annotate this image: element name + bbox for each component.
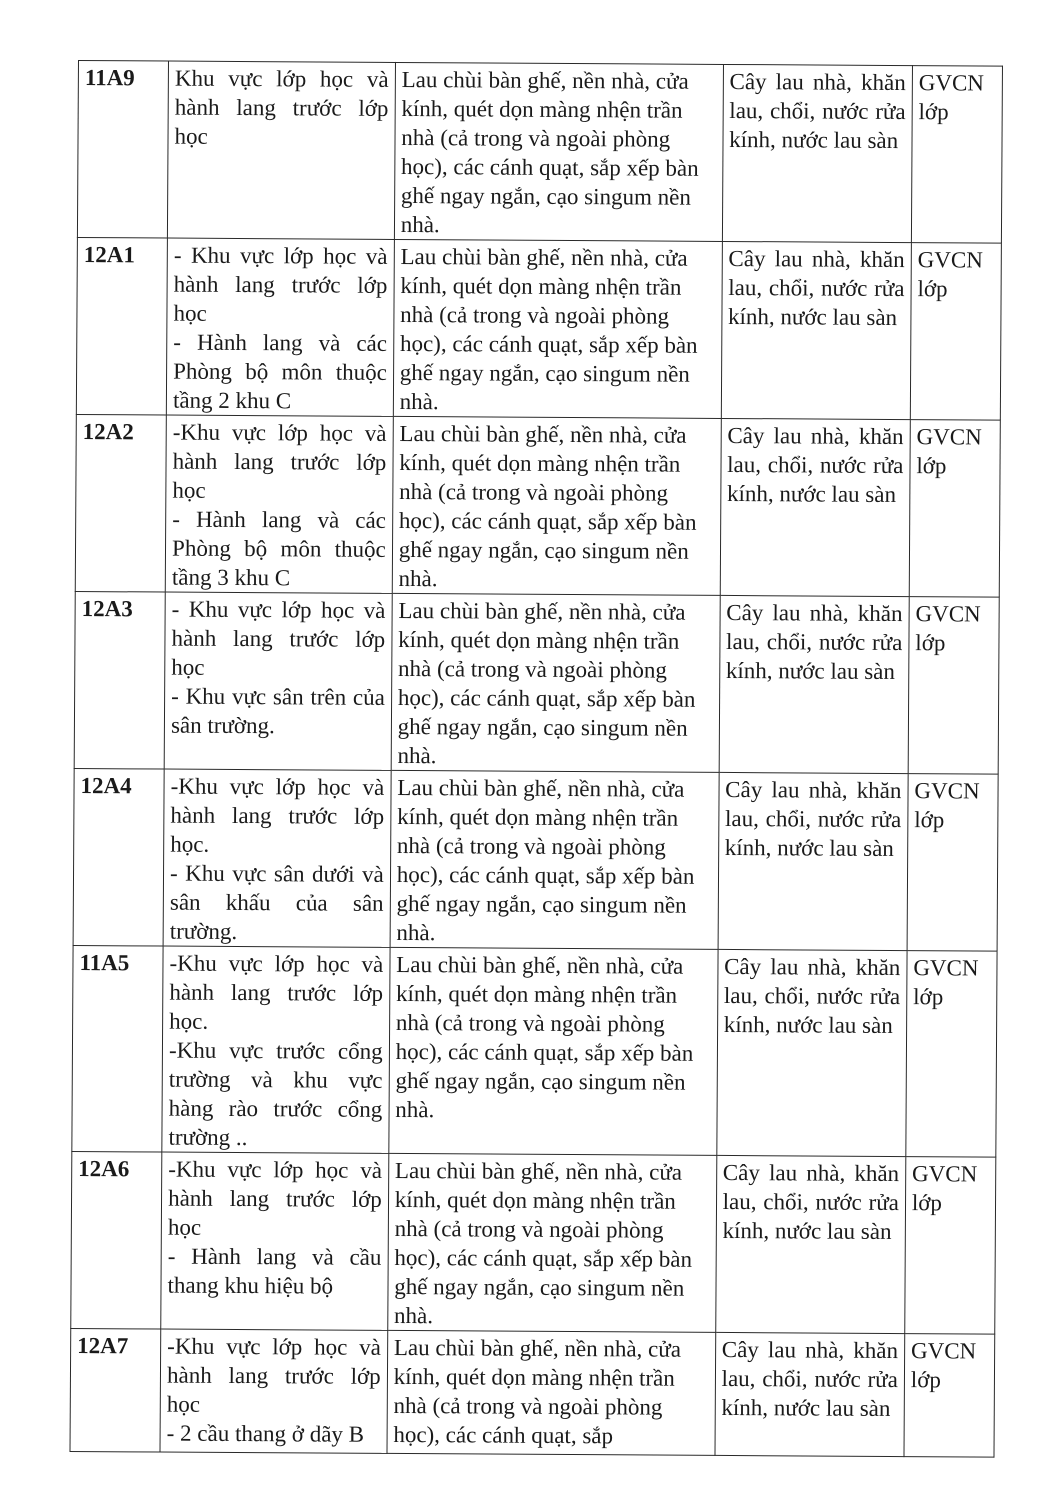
class-cell: 12A2 <box>75 414 166 592</box>
area-line: - Khu vực sân dưới và sân khấu của sân trường. <box>169 860 384 944</box>
area-line: -Khu vực lớp học và hành lang trước lớp học <box>166 1333 381 1417</box>
class-cell: 11A9 <box>77 61 168 239</box>
table-row <box>72 945 997 1157</box>
area-line: - Khu vực lớp học và hành lang trước lớp học <box>171 596 386 680</box>
responsible-cell: GVCN lớp <box>906 951 997 1158</box>
area-line: -Khu vực lớp học và hành lang trước lớp học. <box>170 773 385 857</box>
area-line: - Hành lang và các Phòng bộ môn thuộc tầng 2 khu C <box>172 329 388 414</box>
task-cell: Lau chùi bàn ghế, nền nhà, cửa kính, quét dọn màng nhện trần nhà (cả trong và ngoài phòng học), các cánh quạt, sắp xếp bàn ghế ngay ngắn, cạo singum nền nhà. <box>392 416 721 595</box>
table-row <box>74 591 999 774</box>
area-line: - Khu vực lớp học và hành lang trước lớp học <box>173 242 388 326</box>
responsible-cell: GVCN lớp <box>907 774 998 952</box>
responsible-cell: GVCN lớp <box>905 1157 996 1335</box>
responsible-cell: GVCN lớp <box>909 420 1000 598</box>
class-cell: 12A6 <box>71 1151 162 1329</box>
responsible-cell: GVCN lớp <box>904 1334 995 1458</box>
tools-cell: Cây lau nhà, khăn lau, chổi, nước rửa kính, nước lau sàn <box>715 1332 905 1456</box>
tools-cell: Cây lau nhà, khăn lau, chổi, nước rửa kính, nước lau sàn <box>720 418 910 596</box>
area-cell <box>164 592 392 770</box>
class-cell: 11A5 <box>72 945 163 1152</box>
area-line: -Khu vực trước cổng trường và khu vực hàng rào trước cổng trường .. <box>168 1037 383 1151</box>
area-cell <box>167 61 395 239</box>
class-cell: 12A7 <box>70 1328 161 1452</box>
tools-cell: Cây lau nhà, khăn lau, chổi, nước rửa kính, nước lau sàn <box>719 595 909 773</box>
task-cell: Lau chùi bàn ghế, nền nhà, cửa kính, quét dọn màng nhện trần nhà (cả trong và ngoài phòng học), các cánh quạt, sắp xếp bàn ghế ngay ngắn, cạo singum nền nhà. <box>389 947 718 1155</box>
tools-cell: Cây lau nhà, khăn lau, chổi, nước rửa kính, nước lau sàn <box>721 241 911 419</box>
area-cell <box>161 1152 389 1330</box>
area-cell <box>162 946 390 1153</box>
area-line: Khu vực lớp học và hành lang trước lớp học <box>174 65 389 149</box>
task-cell: Lau chùi bàn ghế, nền nhà, cửa kính, quét dọn màng nhện trần nhà (cả trong và ngoài phòng học), các cánh quạt, sắp xếp bàn ghế ngay ngắn, cạo singum nền nhà. <box>391 593 720 772</box>
area-cell <box>160 1329 387 1453</box>
area-line: - Khu vực sân trên của sân trường. <box>170 683 385 739</box>
area-cell <box>163 769 391 947</box>
task-cell: Lau chùi bàn ghế, nền nhà, cửa kính, quét dọn màng nhện trần nhà (cả trong và ngoài phòng học), các cánh quạt, sắp <box>387 1330 716 1455</box>
responsible-cell: GVCN lớp <box>908 597 999 775</box>
class-cell: 12A4 <box>73 768 164 946</box>
area-line: -Khu vực lớp học và hành lang trước lớp học. <box>169 950 384 1034</box>
tools-cell: Cây lau nhà, khăn lau, chổi, nước rửa kính, nước lau sàn <box>718 772 908 950</box>
area-cell <box>166 238 394 416</box>
table-row <box>73 768 998 951</box>
task-cell: Lau chùi bàn ghế, nền nhà, cửa kính, quét dọn màng nhện trần nhà (cả trong và ngoài phòng học), các cánh quạt, sắp xếp bàn ghế ngay ngắn, cạo singum nền nhà. <box>393 239 722 418</box>
table-row <box>71 1151 996 1334</box>
cleaning-duty-table <box>69 60 1002 1458</box>
table-row <box>70 1328 995 1457</box>
class-cell: 12A3 <box>74 591 165 769</box>
responsible-cell: GVCN lớp <box>911 66 1002 244</box>
class-cell: 12A1 <box>76 237 167 415</box>
table-row <box>77 61 1002 244</box>
task-cell: Lau chùi bàn ghế, nền nhà, cửa kính, quét dọn màng nhện trần nhà (cả trong và ngoài phòng học), các cánh quạt, sắp xếp bàn ghế ngay ngắn, cạo singum nền nhà. <box>390 770 719 949</box>
area-line: -Khu vực lớp học và hành lang trước lớp học <box>167 1156 383 1240</box>
table-row <box>75 414 1000 597</box>
table-row <box>76 237 1001 420</box>
area-line: -Khu vực lớp học và hành lang trước lớp học <box>172 419 387 503</box>
area-line: - Hành lang và các Phòng bộ môn thuộc tầng 3 khu C <box>171 506 387 591</box>
area-line: - 2 cầu thang ở dãy B <box>166 1420 365 1447</box>
area-cell <box>165 415 393 593</box>
tools-cell: Cây lau nhà, khăn lau, chổi, nước rửa kính, nước lau sàn <box>716 949 907 1156</box>
area-line: - Hành lang và cầu thang khu hiệu bộ <box>167 1243 382 1299</box>
task-cell: Lau chùi bàn ghế, nền nhà, cửa kính, quét dọn màng nhện trần nhà (cả trong và ngoài phòng học), các cánh quạt, sắp xếp bàn ghế ngay ngắn, cạo singum nền nhà. <box>394 62 723 241</box>
tools-cell: Cây lau nhà, khăn lau, chổi, nước rửa kính, nước lau sàn <box>715 1155 905 1333</box>
responsible-cell: GVCN lớp <box>910 243 1001 421</box>
task-cell: Lau chùi bàn ghế, nền nhà, cửa kính, quét dọn màng nhện trần nhà (cả trong và ngoài phòng học), các cánh quạt, sắp xếp bàn ghế ngay ngắn, cạo singum nền nhà. <box>387 1153 716 1332</box>
tools-cell: Cây lau nhà, khăn lau, chổi, nước rửa kính, nước lau sàn <box>722 64 912 242</box>
